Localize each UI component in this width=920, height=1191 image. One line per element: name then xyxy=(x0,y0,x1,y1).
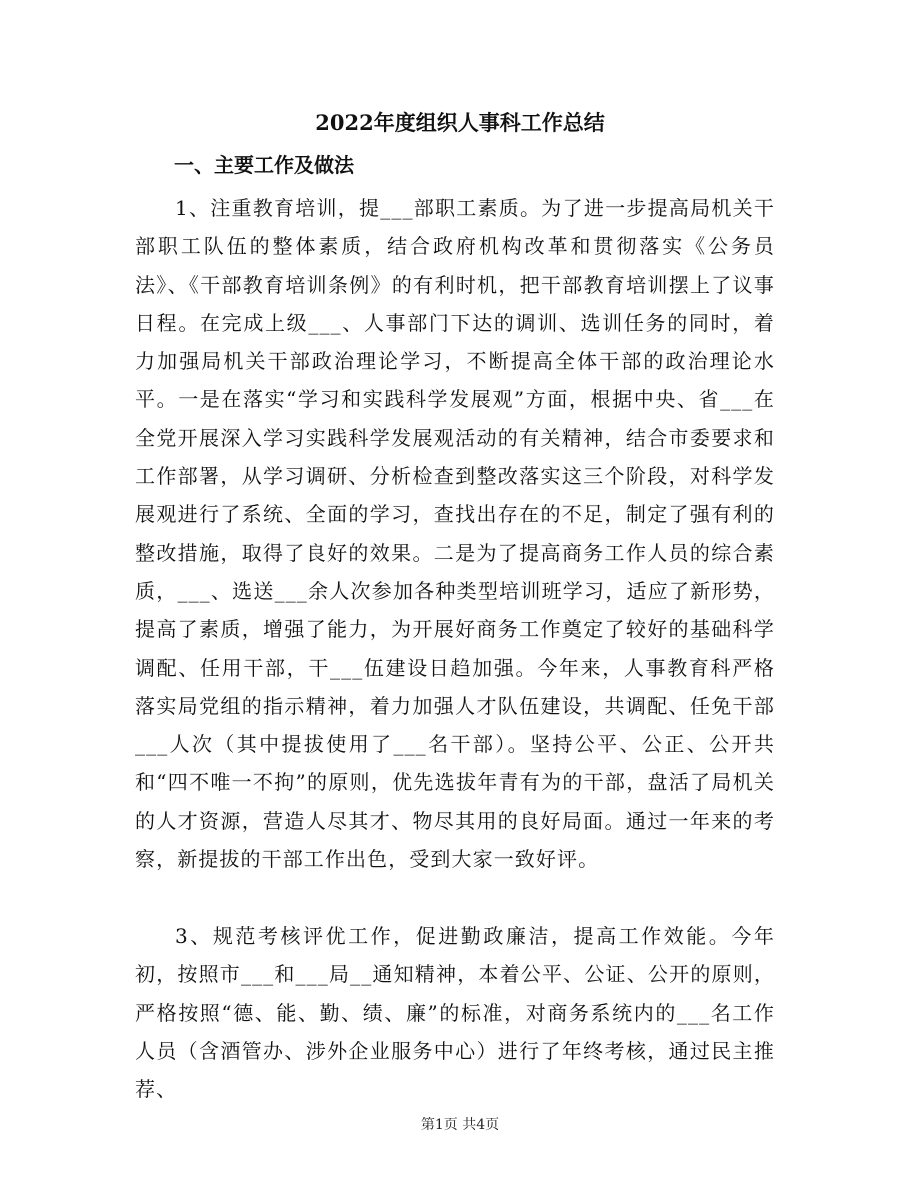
paragraph-3: 3、规范考核评优工作，促进勤政廉洁，提高工作效能。今年初，按照市___和___局__通知精神，本着公平、公证、公开的原则，严格按照“德、能、勤、绩、廉”的标准，对商务系统内的___名工作人员（含酒管办、涉外企业服务中心）进行了年终考核，通过民主推荐、 xyxy=(135,924,775,1102)
page-footer: 第1页 共4页 xyxy=(420,1117,500,1133)
section-heading: 一、主要工作及做法 xyxy=(174,153,354,177)
paragraph-1: 1、注重教育培训，提___部职工素质。为了进一步提高局机关干部职工队伍的整体素质，结合政府机构改革和贯彻落实《公务员法》、《干部教育培训条例》的有利时机，把干部教育培训摆上了议事日程。在完成上级___、人事部门下达的调训、选训任务的同时，着力加强局机关干部政治理论学习，不断提高全体干部的政治理论水平。一是在落实“学习和实践科学发展观”方面，根据中央、省___在全党开展深入学习实践科学发展观活动的有关精神，结合市委要求和工作部署，从学习调研、分析检查到整改落实这三个阶段，对科学发展观进行了系统、全面的学习，查找出存在的不足，制定了强有利的整改措施，取得了良好的效果。二是为了提高商务工作人员的综合素质，___、选送___余人次参加各种类型培训班学习，适应了新形势，提高了素质，增强了能力，为开展好商务工作奠定了较好的基础科学调配、任用干部，干___伍建设日趋加强。今年来，人事教育科严格落实局党组的指示精神，着力加强人才队伍建设，共调配、任免干部___人次（其中提拔使用了___名干部）。坚持公平、公正、公开共和“四不唯一不拘”的原则，优先选拔年青有为的干部，盘活了局机关的人才资源，营造人尽其才、物尽其用的良好局面。通过一年来的考察，新提拔的干部工作出色，受到大家一致好评。 xyxy=(135,196,775,872)
document-title: 2022年度组织人事科工作总结 xyxy=(315,110,605,135)
